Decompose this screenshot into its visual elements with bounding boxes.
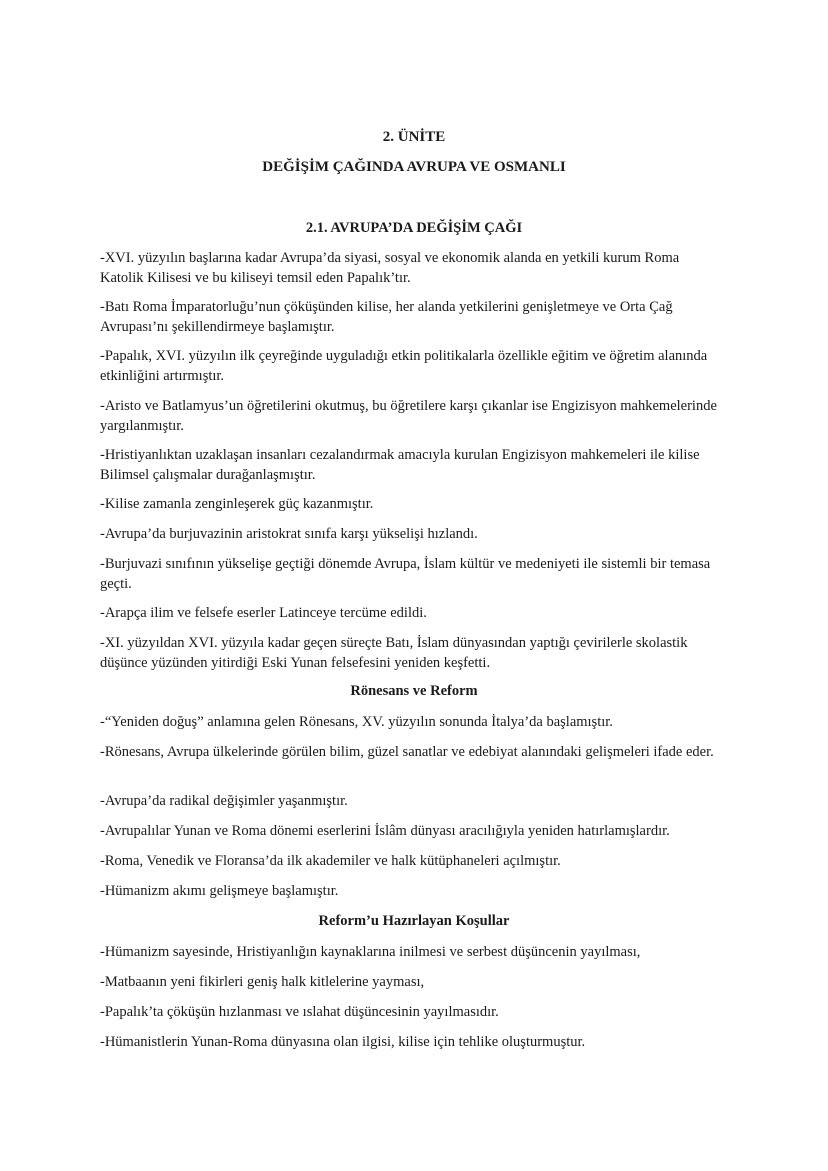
- paragraph: -Avrupalılar Yunan ve Roma dönemi eserlerini İslâm dünyası aracılığıyla yeniden hatırlamışlardır.: [100, 823, 670, 839]
- paragraph: -Rönesans, Avrupa ülkelerinde görülen bilim, güzel sanatlar ve edebiyat alanındaki gelişmeleri ifade eder.: [100, 744, 714, 760]
- paragraph: -Burjuvazi sınıfının yükselişe geçtiği dönemde Avrupa, İslam kültür ve medeniyeti ile sistemli bir temasa geçti.: [100, 556, 711, 592]
- paragraph: -Hümanizm sayesinde, Hristiyanlığın kaynaklarına inilmesi ve serbest düşüncenin yayılması,: [100, 944, 641, 960]
- reform-heading: Reform’u Hazırlayan Koşullar: [318, 913, 510, 929]
- renaissance-heading: Rönesans ve Reform: [350, 683, 478, 699]
- paragraph: -Arapça ilim ve felsefe eserler Latinceye tercüme edildi.: [100, 605, 427, 621]
- paragraph: -Avrupa’da burjuvazinin aristokrat sınıfa karşı yükselişi hızlandı.: [100, 526, 478, 542]
- paragraph: -Batı Roma İmparatorluğu’nun çöküşünden kilise, her alanda yetkilerini genişletmeye ve Orta Çağ Avrupası’nı şekillendirmeye başlamıştır.: [100, 299, 673, 335]
- paragraph: -Matbaanın yeni fikirleri geniş halk kitlelerine yayması,: [100, 974, 425, 990]
- paragraph: -Avrupa’da radikal değişimler yaşanmıştır.: [100, 793, 348, 809]
- paragraph: -Roma, Venedik ve Floransa’da ilk akademiler ve halk kütüphaneleri açılmıştır.: [100, 853, 561, 869]
- paragraph: -Papalık’ta çöküşün hızlanması ve ıslahat düşüncesinin yayılmasıdır.: [100, 1004, 499, 1020]
- section-title: 2.1. AVRUPA’DA DEĞİŞİM ÇAĞI: [305, 220, 523, 236]
- paragraph: -Hristiyanlıktan uzaklaşan insanları cezalandırmak amacıyla kurulan Engizisyon mahkemeleri ile kilise Bilimsel çalışmalar durağanlaşmıştır.: [100, 447, 700, 483]
- paragraph: -Hümanistlerin Yunan-Roma dünyasına olan ilgisi, kilise için tehlike oluşturmuştur.: [100, 1034, 586, 1050]
- paragraph: -“Yeniden doğuş” anlamına gelen Rönesans, XV. yüzyılın sonunda İtalya’da başlamıştır.: [100, 714, 613, 730]
- unit-title: DEĞİŞİM ÇAĞINDA AVRUPA VE OSMANLI: [262, 159, 566, 175]
- paragraph: -Papalık, XVI. yüzyılın ilk çeyreğinde uyguladığı etkin politikalarla özellikle eğitim ve öğretim alanında etkinliğini artırmıştır.: [100, 348, 708, 384]
- paragraph: -Hümanizm akımı gelişmeye başlamıştır.: [100, 883, 339, 899]
- unit-number: 2. ÜNİTE: [382, 129, 446, 145]
- paragraph: -XI. yüzyıldan XVI. yüzyıla kadar geçen süreçte Batı, İslam dünyasından yaptığı çevirilerle skolastik düşünce yüzünden yitirdiği Eski Yunan felsefesini yeniden keşfetti.: [100, 635, 688, 671]
- paragraph: -XVI. yüzyılın başlarına kadar Avrupa’da siyasi, sosyal ve ekonomik alanda en yetkili kurum Roma Katolik Kilisesi ve bu kiliseyi temsil eden Papalık’tır.: [100, 250, 680, 286]
- paragraph: -Aristo ve Batlamyus’un öğretilerini okutmuş, bu öğretilere karşı çıkanlar ise Engizisyon mahkemelerinde yargılanmıştır.: [100, 398, 717, 434]
- paragraph: -Kilise zamanla zenginleşerek güç kazanmıştır.: [100, 496, 374, 512]
